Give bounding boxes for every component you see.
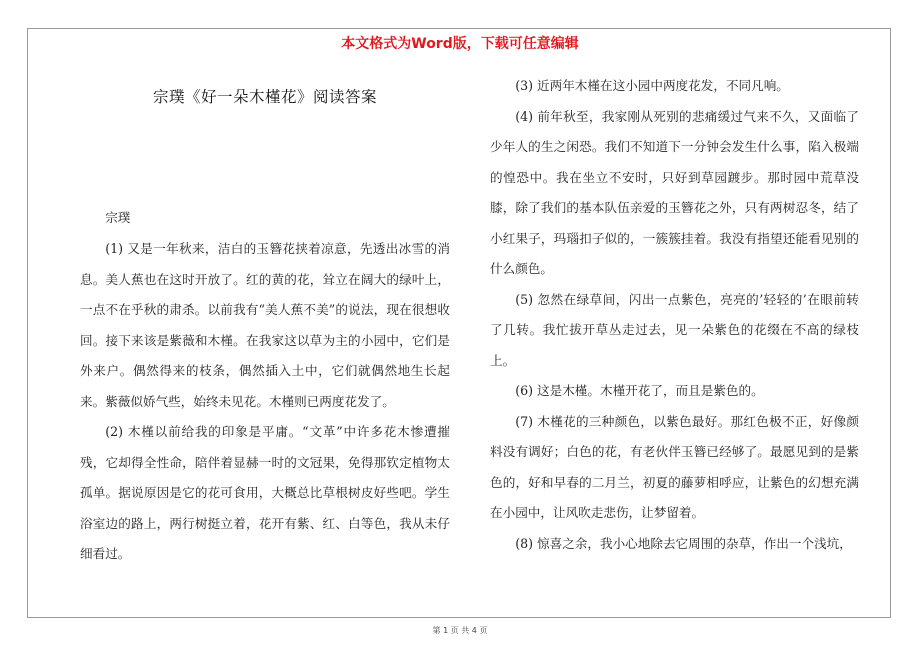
paragraph-2: (2) 木槿以前给我的印象是平庸。“文革”中许多花木惨遭摧残，它却得全性命，陪伴着显赫一时的文冠果，免得那钦定植物太孤单。据说原因是它的花可食用，大概总比草根树皮好些吧。学生浴室边的路上，两行树挺立着，花开有紫、红、白等色，我从未仔细看过。	[80, 424, 450, 561]
paragraph-8: (8) 惊喜之余，我小心地除去它周围的杂草，作出一个浅坑，	[515, 535, 852, 551]
left-column	[80, 234, 450, 570]
paragraph-4: (4) 前年秋至，我家刚从死别的悲痛缓过气来不久，又面临了少年人的生之闲恐。我们不知道下一分钟会发生什么事，陷入极端的惶恐中。我在坐立不安时，只好到草园踱步。那时园中荒草没膝，除了我们的基本队伍亲爱的玉簪花之外，只有两树忍冬，结了小红果子，玛瑙扣子似的，一簇簇挂着。我没有指望还能看见别的什么颜色。	[490, 108, 859, 276]
paragraph-5: (5) 忽然在绿草间，闪出一点紫色，亮亮的’轻轻的’在眼前转了几转。我忙拔开草丛走过去，见一朵紫色的花缀在不高的绿枝上。	[490, 291, 859, 368]
author-line	[80, 203, 450, 233]
paragraph-7: (7) 木槿花的三种颜色，以紫色最好。那红色极不正，好像颜料没有调好；白色的花，有老伙伴玉簪已经够了。最愿见到的是紫色的，好和早春的二月兰，初夏的藤萝相呼应，让紫色的幻想充满在小园中，让风吹走悲伤，让梦留着。	[490, 413, 859, 520]
author-name: 宗璞	[105, 210, 131, 225]
article-title: 宗璞《好一朵木槿花》阅读答案	[152, 88, 377, 106]
page-footer: 第 1 页 共 4 页	[432, 626, 488, 635]
paragraph-6: (6) 这是木槿。木槿开花了，而且是紫色的。	[515, 383, 764, 398]
paragraph-1: (1) 又是一年秋来，洁白的玉簪花挟着凉意，先透出冰雪的消息。美人蕉也在这时开放了。红的黄的花，耸立在阔大的绿叶上，一点不在乎秋的肃杀。以前我有“美人蕉不美”的说法，现在很想收回。接下来该是紫薇和木槿。在我家这以草为主的小园中，它们是外来户。偶然得来的枝条，偶然插入土中，它们就偶然地生长起来。紫薇似娇气些，始终未见花。木槿则已两度花发了。	[80, 241, 450, 409]
right-column	[490, 71, 859, 559]
paragraph-3: (3) 近两年木槿在这小园中两度花发，不同凡响。	[515, 78, 789, 93]
header-note: 本文格式为Word版，下载可任意编辑	[341, 36, 579, 52]
